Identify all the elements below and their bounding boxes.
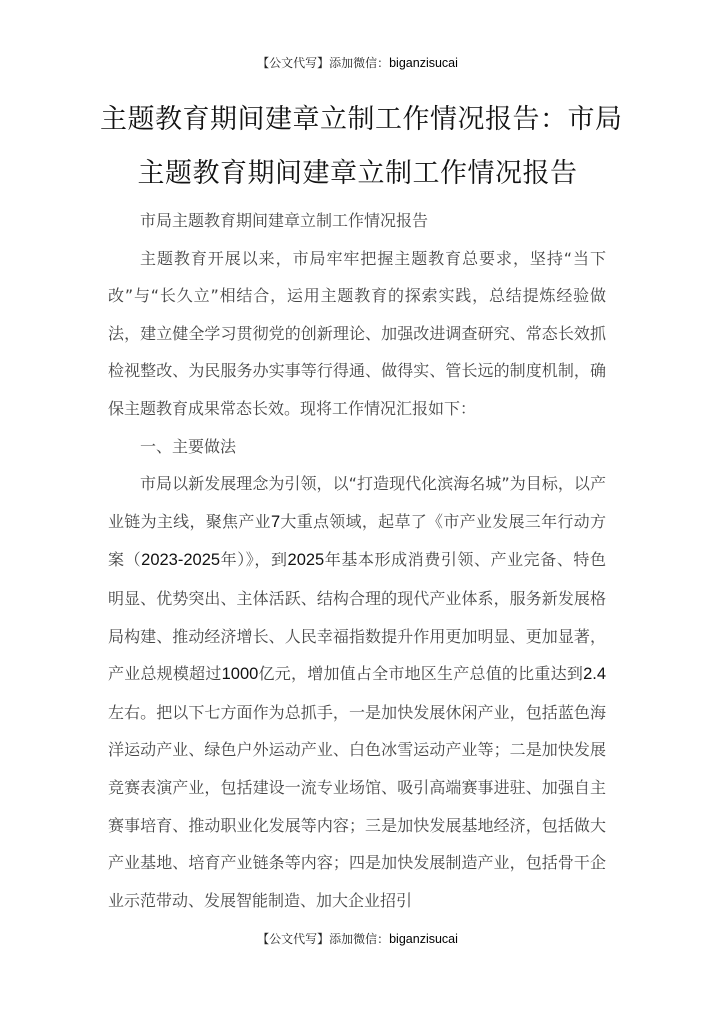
para-number: 2023-2025 [141, 551, 221, 570]
section-heading: 一、主要做法 [140, 436, 237, 456]
para-text: 左右。把以下七方面作为总抓手，一是加快发展休闲产业，包括蓝色海洋运动产业、绿色户外运动产业、白色冰雪运动产业等；二是加快发展竞赛表演产业，包括建设一流专业场馆、吸引高端赛事进驻、加强自主赛事培育、推动职业化发展等内容；三是加快发展基地经济，包括做大产业基地、培育产业链条等内容；四是加快发展制造产业，包括骨干企业示范带动、发展智能制造、加大企业招引 [108, 702, 606, 910]
main-paragraph [108, 465, 606, 919]
para-text: 亿元，增加值占全市地区生产总值的比重达到 [258, 664, 584, 684]
intro-paragraph: 主题教育开展以来，市局牢牢把握主题教育总要求，坚持“当下改”与“长久立”相结合，运用主题教育的探索实践，总结提炼经验做法，建立健全学习贯彻党的创新理论、加强改进调查研究、常态长效抓检视整改、为民服务办实事等行得通、做得实、管长远的制度机制，确保主题教育成果常态长效。现将工作情况汇报如下： [108, 248, 606, 418]
subtitle: 市局主题教育期间建章立制工作情况报告 [140, 211, 429, 230]
para-text: 年基本形成消费引领、产业完备、特色明显、优势突出、主体活跃、结构合理的现代产业体系，服务新发展格局构建、推动经济增长、人民幸福指数提升作用更加明显、更加显著，产业总规模超过 [108, 550, 606, 684]
para-number: 1000 [221, 665, 259, 684]
para-text: 大重点领域，起草了《市产业发展三年行动方案（ [108, 511, 606, 570]
para-number: 7 [270, 512, 281, 531]
watermark-prefix: 【公文代写】添加微信： [257, 56, 390, 70]
watermark-prefix: 【公文代写】添加微信： [257, 932, 390, 946]
page-title-line-1: 主题教育期间建章立制工作情况报告：市局 [100, 104, 623, 135]
footer-watermark [0, 931, 715, 947]
para-text: 市局以新发展理念为引领，以“打造现代化滨海名城”为目标，以产业链为主线，聚焦产业 [108, 474, 606, 531]
page-title-line-2: 主题教育期间建章立制工作情况报告 [137, 158, 578, 189]
header-watermark [0, 55, 715, 71]
watermark-wechat-id: biganzisucai [389, 56, 458, 70]
para-number: 2.4 [583, 665, 606, 684]
para-text: 年）》，到 [220, 550, 288, 570]
para-number: 2025 [287, 551, 325, 570]
watermark-wechat-id: biganzisucai [389, 932, 458, 946]
document-body [108, 202, 606, 919]
